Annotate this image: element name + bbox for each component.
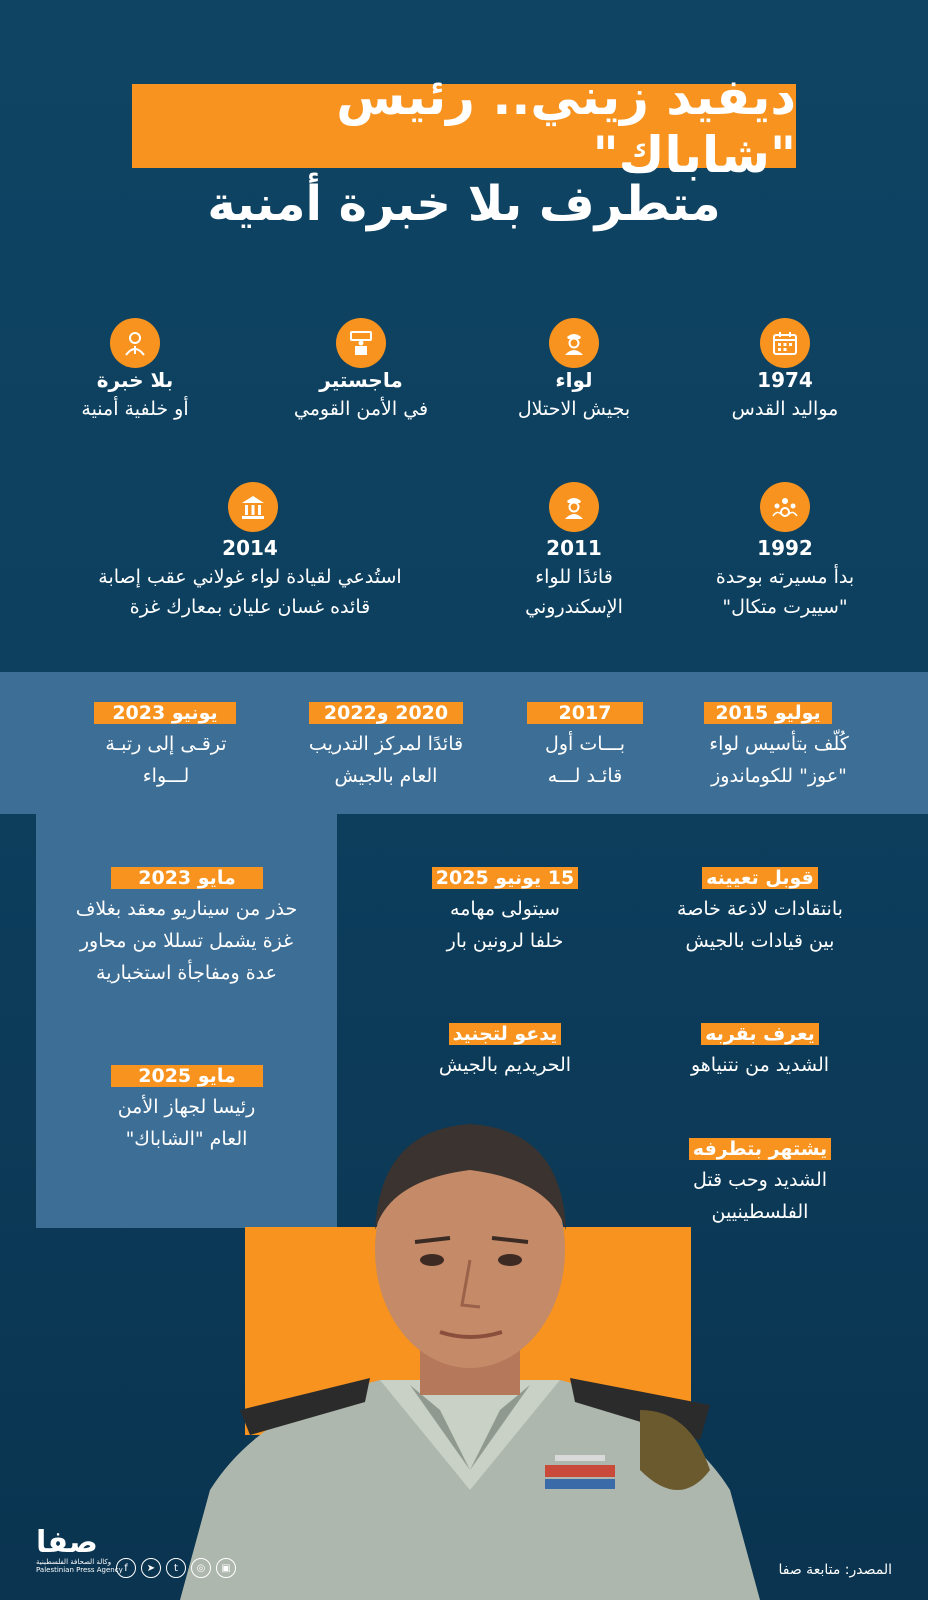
panel-line: غزة يشمل تسللا من محاور <box>79 930 294 952</box>
fact-no-experience <box>20 366 250 424</box>
building-icon <box>228 482 278 532</box>
right-line: بين قيادات بالجيش <box>685 930 835 952</box>
facebook-icon[interactable]: f <box>116 1558 136 1578</box>
agency-logo <box>36 1525 123 1574</box>
right-line: الفلسطينيين <box>711 1201 809 1223</box>
fact-text: في الأمن القومي <box>293 398 429 420</box>
middle-line: خلفا لرونين بار <box>446 930 564 952</box>
middle-text <box>400 1049 610 1081</box>
fact-text: استُدعي لقيادة لواء غولاني عقب إصابة <box>98 566 402 588</box>
date-tag: مايو 2025 <box>111 1065 263 1087</box>
right-text <box>650 893 870 957</box>
fact-head: 1974 <box>757 368 813 392</box>
middle-text <box>400 893 610 957</box>
fact-text: قائده غسان عليان بمعارك غزة <box>129 596 371 618</box>
person-icon <box>110 318 160 368</box>
right-line: الشديد من نتنياهو <box>690 1054 830 1076</box>
timeline-line: قائـد لـــه <box>547 765 623 787</box>
title-banner <box>132 68 796 184</box>
fact-head: لواء <box>555 368 593 392</box>
logo-sub-ar: وكالة الصحافة الفلسطينية <box>36 1558 112 1566</box>
date-tag-label: يعرف بقربه <box>701 1023 819 1045</box>
fact-head: 1992 <box>757 536 813 560</box>
whatsapp-icon[interactable]: ◎ <box>191 1558 211 1578</box>
fact-head: ماجستير <box>319 368 403 392</box>
fact-text: "سييرت متكال" <box>722 596 848 618</box>
date-tag-label: 15 يونيو 2025 <box>432 867 578 889</box>
fact-text: الإسكندروني <box>525 596 623 618</box>
date-tag <box>660 867 860 889</box>
panel-line: عدة ومفاجأة استخبارية <box>96 962 277 984</box>
group-icon <box>760 482 810 532</box>
date-tag: يونيو 2023 <box>94 702 236 724</box>
officer-icon <box>549 482 599 532</box>
timeline-line: لـــواء <box>142 765 190 787</box>
fact-head: بلا خبرة <box>96 368 174 392</box>
panel-line: رئيسا لجهاز الأمن <box>117 1096 256 1118</box>
right-line: الشديد وحب قتل <box>692 1169 828 1191</box>
fact-head: 2014 <box>222 536 278 560</box>
timeline-line: "عوز" للكوماندوز <box>711 765 847 787</box>
right-text <box>650 1049 870 1081</box>
fact-2011 <box>459 534 689 622</box>
date-tag: يوليو 2015 <box>704 702 832 724</box>
date-tag <box>660 1023 860 1045</box>
page-title: ديفيد زيني.. رئيس "شاباك" <box>336 68 796 184</box>
middle-line: الحريديم بالجيش <box>438 1054 572 1076</box>
page-subtitle: متطرف بلا خبرة أمنية <box>207 176 721 232</box>
fact-head: 2011 <box>546 536 602 560</box>
telegram-icon[interactable]: ➤ <box>141 1558 161 1578</box>
fact-text: أو خلفية أمنية <box>81 398 189 420</box>
right-line: بانتقادات لاذعة خاصة <box>677 898 843 920</box>
date-tag-label: يدعو لتجنيد <box>449 1023 562 1045</box>
fact-2014 <box>40 534 460 622</box>
source-credit: المصدر: متابعة صفا <box>778 1562 892 1578</box>
panel-line: حذر من سيناريو معقد بغلاف <box>75 898 298 920</box>
date-tag-label: يشتهر بتطرفه <box>689 1138 831 1160</box>
panel-line: العام "الشاباك" <box>125 1128 248 1150</box>
date-tag <box>410 1023 600 1045</box>
date-tag: 2020 و2022 <box>309 702 463 724</box>
fact-text: قائدًا للواء <box>535 566 613 588</box>
fact-masters <box>246 366 476 424</box>
fact-text: مواليد القدس <box>731 398 839 420</box>
timeline-text <box>505 728 665 792</box>
date-tag: مايو 2023 <box>111 867 263 889</box>
timeline-text <box>276 728 496 792</box>
fact-rank <box>459 366 689 424</box>
twitter-icon[interactable]: t <box>166 1558 186 1578</box>
officer-icon <box>549 318 599 368</box>
calendar-icon <box>760 318 810 368</box>
timeline-line: قائدًا لمركز التدريب <box>308 733 464 755</box>
fact-text: بجيش الاحتلال <box>517 398 631 420</box>
date-tag-label: قوبل تعيينه <box>702 867 818 889</box>
portrait-photo <box>170 1110 770 1600</box>
fact-text: بدأ مسيرته بوحدة <box>715 566 855 588</box>
timeline-text <box>664 728 894 792</box>
timeline-line: العام بالجيش <box>334 765 438 787</box>
timeline-line: ترقـى إلى رتبـة <box>105 733 227 755</box>
instagram-icon[interactable]: ▣ <box>216 1558 236 1578</box>
social-links <box>116 1558 236 1578</box>
timeline-line: بـــات أول <box>545 733 625 755</box>
fact-birth <box>670 366 900 424</box>
logo-sub-en: Palestinian Press Agency <box>36 1566 123 1574</box>
date-tag <box>410 867 600 889</box>
timeline-line: كُلّف بتأسيس لواء <box>709 733 849 755</box>
middle-line: سيتولى مهامه <box>450 898 560 920</box>
date-tag: 2017 <box>527 702 643 724</box>
logo-mark: صفا <box>36 1525 98 1560</box>
panel-text <box>36 893 337 989</box>
timeline-text <box>66 728 266 792</box>
podium-icon <box>336 318 386 368</box>
fact-1992 <box>660 534 910 622</box>
